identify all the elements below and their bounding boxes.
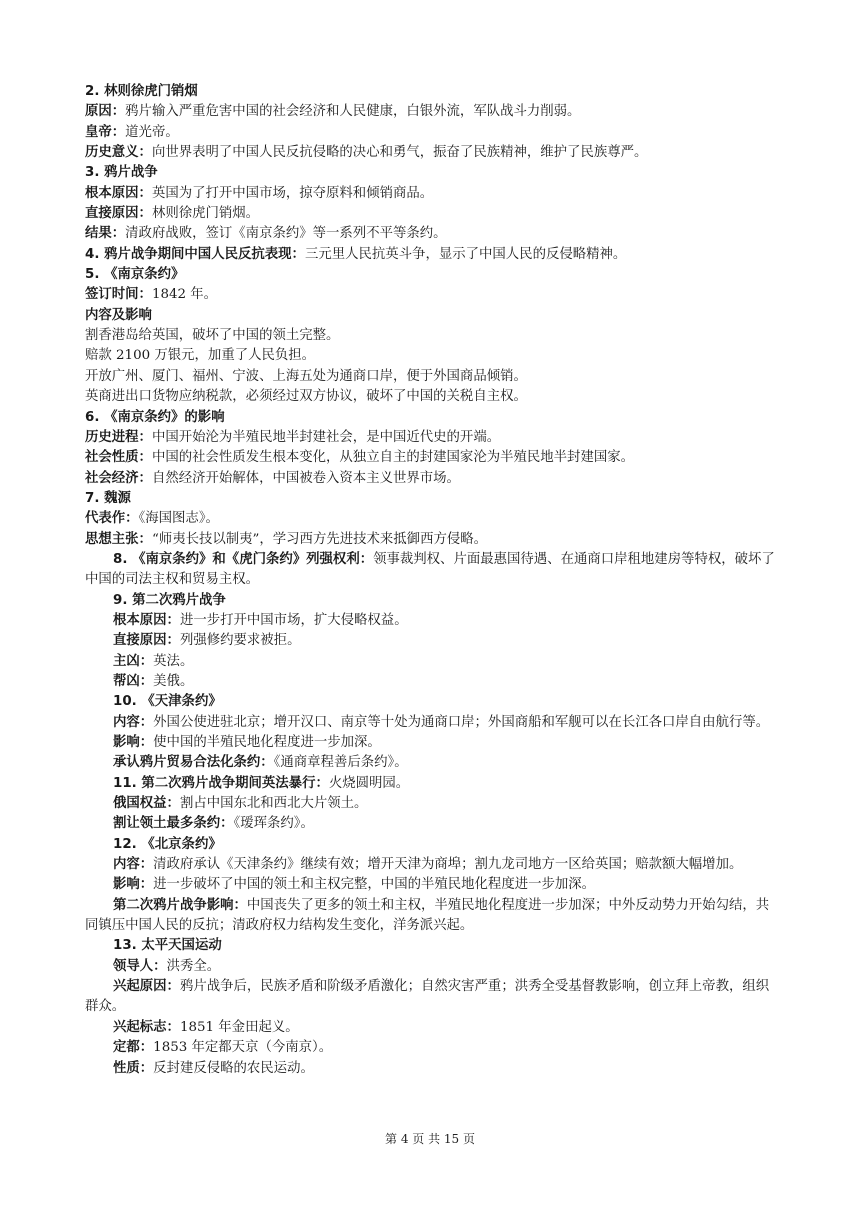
paragraph-text: 列强修约要求被拒。 [179, 633, 301, 649]
paragraph-text: 洪秀全。 [166, 958, 221, 974]
section-heading [85, 82, 775, 102]
paragraph-text: 三元里人民抗英斗争，显示了中国人民的反侵略精神。 [304, 246, 627, 262]
section-heading [85, 591, 775, 611]
labeled-paragraph [85, 550, 775, 591]
paragraph-text: 割香港岛给英国，破坏了中国的领土完整。 [85, 328, 340, 344]
paragraph-label: 代表作： [85, 511, 139, 527]
paragraph-label: 割让领土最多条约： [113, 816, 234, 832]
paragraph-label: 根本原因： [85, 185, 152, 201]
labeled-paragraph [85, 672, 775, 692]
paragraph-label: 4. 鸦片战争期间中国人民反抗表现： [85, 246, 305, 262]
heading-text: 12. 《北京条约》 [113, 836, 222, 852]
paragraph-label: 帮凶： [113, 673, 154, 689]
heading-text: 内容及影响 [85, 307, 152, 323]
paragraph-text: 向世界表明了中国人民反抗侵略的决心和勇气，振奋了民族精神，维护了民族尊严。 [151, 145, 648, 161]
paragraph-label: 影响： [113, 735, 154, 750]
paragraph-label: 11. 第二次鸦片战争期间英法暴行： [113, 775, 329, 791]
heading-text: 3. 鸦片战争 [85, 165, 158, 181]
labeled-paragraph [85, 753, 775, 773]
document-body [85, 82, 775, 1079]
paragraph-label: 原因： [85, 104, 126, 120]
heading-text: 6. 《南京条约》的影响 [85, 409, 225, 425]
labeled-paragraph [85, 875, 775, 895]
labeled-paragraph [85, 1018, 775, 1038]
paragraph-label: 思想主张： [85, 531, 152, 547]
labeled-paragraph [85, 184, 775, 204]
labeled-paragraph [85, 713, 775, 733]
labeled-paragraph [85, 814, 775, 834]
paragraph-label: 兴起原因： [113, 979, 180, 995]
paragraph-label: 根本原因： [113, 612, 180, 628]
paragraph-text: 使中国的半殖民地化程度进一步加深。 [153, 735, 381, 750]
labeled-paragraph [85, 123, 775, 143]
heading-text: 7. 魏源 [85, 490, 131, 506]
paragraph-text: 鸦片输入严重危害中国的社会经济和人民健康，白银外流，军队战斗力削弱。 [125, 104, 581, 120]
paragraph-text: 外国公使进驻北京；增开汉口、南京等十处为通商口岸；外国商船和军舰可以在长江各口岸自由航行等。 [153, 714, 770, 730]
paragraph-label: 主凶： [113, 653, 154, 669]
paragraph-text: 《通商章程善后条约》。 [273, 755, 408, 771]
paragraph-label: 皇帝： [85, 124, 126, 140]
paragraph-text: 进一步打开中国市场，扩大侵略权益。 [179, 612, 408, 628]
paragraph-text: 美俄。 [153, 673, 194, 689]
paragraph-text: 反封建反侵略的农民运动。 [153, 1060, 314, 1076]
paragraph-text: 《瑷珲条约》。 [233, 816, 314, 832]
page-footer: 第 4 页 共 15 页 [385, 1132, 475, 1146]
paragraph-text: 林则徐虎门销烟。 [151, 206, 260, 222]
paragraph-label: 直接原因： [113, 633, 180, 649]
paragraph-text: 中国的社会性质发生根本变化，从独立自主的封建国家沦为半殖民地半封建国家。 [151, 450, 635, 466]
heading-text: 9. 第二次鸦片战争 [113, 592, 226, 608]
paragraph-label: 8. 《南京条约》和《虎门条约》列强权利： [113, 551, 374, 567]
paragraph-label: 定都： [113, 1040, 154, 1056]
labeled-paragraph [85, 631, 775, 651]
labeled-paragraph [85, 102, 775, 122]
section-heading [85, 692, 775, 712]
labeled-paragraph [85, 245, 775, 265]
paragraph-label: 历史意义： [85, 145, 152, 161]
paragraph-text: 开放广州、厦门、福州、宁波、上海五处为通商口岸，便于外国商品倾销。 [85, 368, 527, 384]
paragraph [85, 346, 775, 366]
labeled-paragraph [85, 611, 775, 631]
paragraph-label: 签订时间： [85, 287, 152, 303]
section-heading [85, 835, 775, 855]
labeled-paragraph [85, 794, 775, 814]
heading-text: 10. 《天津条约》 [113, 694, 222, 710]
paragraph-text: 赔款 2100 万银元，加重了人民负担。 [85, 348, 316, 364]
section-heading [85, 489, 775, 509]
paragraph-text: 道光帝。 [125, 124, 179, 140]
paragraph-text: 领事裁判权、片面最惠国待遇、在通商口岸租地建房等特权，破坏了中国的司法主权和贸易主权。 [85, 551, 775, 588]
paragraph-label: 兴起标志： [113, 1019, 180, 1035]
labeled-paragraph [85, 774, 775, 794]
paragraph-label: 俄国权益： [113, 796, 180, 812]
paragraph-label: 领导人： [113, 958, 167, 974]
paragraph-text: 1851 年金田起义。 [179, 1019, 299, 1035]
labeled-paragraph [85, 855, 775, 875]
paragraph-text: 1842 年。 [151, 287, 218, 303]
paragraph-text: 英商进出口货物应纳税款，必须经过双方协议，破坏了中国的关税自主权。 [85, 389, 527, 405]
paragraph-text: 鸦片战争后，民族矛盾和阶级矛盾激化；自然灾害严重；洪秀全受基督教影响，创立拜上帝教，组织群众。 [85, 979, 770, 1015]
heading-text: 13. 太平天国运动 [113, 938, 222, 954]
labeled-paragraph [85, 428, 775, 448]
section-heading [85, 936, 775, 956]
paragraph-label: 影响： [113, 877, 154, 893]
labeled-paragraph [85, 143, 775, 163]
paragraph-label: 第二次鸦片战争影响： [113, 897, 247, 913]
paragraph-label: 直接原因： [85, 206, 152, 222]
labeled-paragraph [85, 1038, 775, 1058]
labeled-paragraph [85, 448, 775, 468]
paragraph-label: 结果： [85, 226, 126, 242]
labeled-paragraph [85, 530, 775, 550]
paragraph-label: 承认鸦片贸易合法化条约： [113, 755, 274, 771]
labeled-paragraph [85, 896, 775, 937]
paragraph-label: 性质： [113, 1060, 154, 1076]
paragraph-text: “师夷长技以制夷”，学习西方先进技术来抵御西方侵略。 [151, 531, 488, 547]
section-heading [85, 163, 775, 183]
paragraph-label: 社会经济： [85, 470, 152, 486]
labeled-paragraph [85, 957, 775, 977]
paragraph-label: 历史进程： [85, 429, 152, 445]
paragraph [85, 326, 775, 346]
paragraph-text: 《海国图志》。 [138, 511, 219, 527]
labeled-paragraph [85, 1059, 775, 1079]
section-heading [85, 265, 775, 285]
paragraph [85, 387, 775, 407]
heading-text: 2. 林则徐虎门销烟 [85, 84, 198, 99]
paragraph-text: 中国开始沦为半殖民地半封建社会，是中国近代史的开端。 [151, 429, 501, 445]
section-heading [85, 408, 775, 428]
paragraph-text: 英国为了打开中国市场，掠夺原料和倾销商品。 [151, 185, 434, 201]
labeled-paragraph [85, 469, 775, 489]
paragraph-text: 1853 年定都天京（今南京）。 [153, 1040, 333, 1056]
labeled-paragraph [85, 977, 775, 1018]
paragraph-label: 内容： [113, 714, 154, 730]
labeled-paragraph [85, 509, 775, 529]
paragraph-text: 自然经济开始解体，中国被卷入资本主义世界市场。 [151, 470, 460, 486]
paragraph-label: 社会性质： [85, 450, 152, 466]
paragraph-text: 割占中国东北和西北大片领土。 [179, 796, 368, 812]
paragraph-text: 英法。 [153, 653, 194, 669]
paragraph-text: 火烧圆明园。 [328, 775, 410, 791]
labeled-paragraph [85, 224, 775, 244]
paragraph [85, 367, 775, 387]
paragraph-label: 内容： [113, 857, 154, 873]
labeled-paragraph [85, 285, 775, 305]
labeled-paragraph [85, 652, 775, 672]
paragraph-text: 进一步破坏了中国的领土和主权完整，中国的半殖民地化程度进一步加深。 [153, 877, 596, 893]
section-heading [85, 306, 775, 326]
labeled-paragraph [85, 733, 775, 753]
paragraph-text: 中国丧失了更多的领土和主权，半殖民地化程度进一步加深；中外反动势力开始勾结，共同镇压中国人民的反抗；清政府权力结构发生变化，洋务派兴起。 [85, 897, 770, 934]
paragraph-text: 清政府战败，签订《南京条约》等一系列不平等条约。 [125, 226, 447, 242]
paragraph-text: 清政府承认《天津条约》继续有效；增开天津为商埠；割九龙司地方一区给英国；赔款额大幅增加。 [153, 857, 743, 873]
heading-text: 5. 《南京条约》 [85, 267, 185, 283]
labeled-paragraph [85, 204, 775, 224]
